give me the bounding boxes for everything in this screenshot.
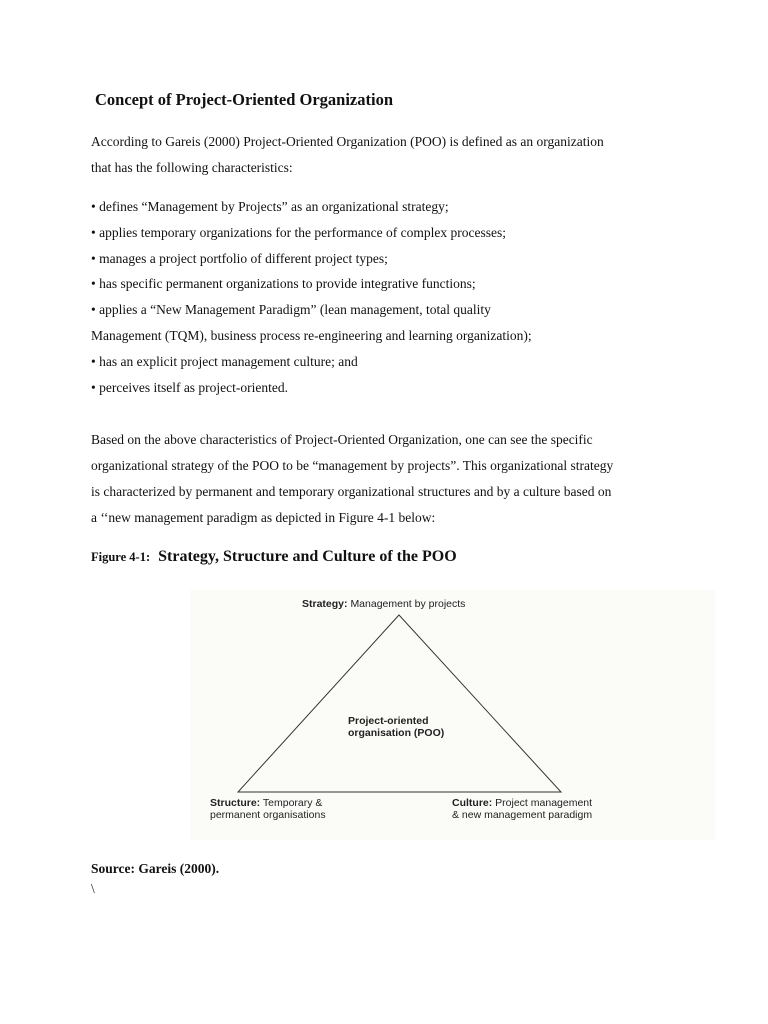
figure-label: Figure 4-1: — [91, 550, 151, 564]
culture-label-text-2: & new management paradigm — [452, 809, 593, 821]
structure-label-text-1: Temporary & — [262, 797, 323, 809]
body-line-4: a ‘‘new management paradigm as depicted in Figure 4-1 below: — [91, 510, 436, 525]
list-item: • manages a project portfolio of different project types; — [91, 250, 388, 266]
characteristics-list — [91, 194, 711, 400]
structure-label-text-2: permanent organisations — [210, 809, 326, 821]
list-item: • has specific permanent organizations to provide integrative functions; — [91, 276, 476, 292]
section-heading: Concept of Project-Oriented Organization — [95, 90, 393, 109]
center-label-line-1: Project-oriented — [348, 715, 429, 727]
list-item: • applies a “New Management Paradigm” (lean management, total quality — [91, 302, 491, 318]
strategy-label-bold: Strategy: — [302, 598, 348, 610]
strategy-label — [302, 598, 465, 610]
trailing-character: \ — [91, 881, 95, 896]
body-line-2: organizational strategy of the POO to be “management by projects”. This organizational strategy — [91, 458, 614, 473]
structure-label — [210, 797, 326, 821]
triangle-shape — [238, 615, 561, 792]
figure-caption — [91, 548, 457, 566]
list-item: • has an explicit project management culture; and — [91, 353, 358, 369]
structure-label-bold: Structure: — [210, 797, 261, 809]
culture-label-text-1: Project management — [495, 797, 593, 809]
body-paragraph — [91, 427, 691, 531]
intro-line-1: According to Gareis (2000) Project-Oriented Organization (POO) is defined as an organization — [91, 134, 604, 149]
culture-label — [452, 797, 592, 821]
body-line-3: is characterized by permanent and temporary organizational structures and by a culture based on — [91, 484, 612, 499]
list-item: • perceives itself as project-oriented. — [91, 379, 289, 395]
culture-label-bold: Culture: — [452, 797, 493, 809]
figure-title: Strategy, Structure and Culture of the POO — [158, 548, 457, 565]
list-item: • defines “Management by Projects” as an organizational strategy; — [91, 199, 449, 214]
center-label-line-2: organisation (POO) — [348, 727, 445, 739]
intro-line-2: that has the following characteristics: — [91, 160, 293, 175]
center-label — [348, 715, 444, 739]
list-item-continuation: Management (TQM), business process re-engineering and learning organization); — [91, 327, 532, 343]
strategy-label-text: Management by projects — [350, 598, 466, 610]
intro-paragraph — [91, 129, 691, 181]
list-item: • applies temporary organizations for the performance of complex processes; — [91, 224, 506, 240]
poo-triangle-diagram — [190, 590, 715, 840]
source-citation: Source: Gareis (2000). — [91, 861, 220, 876]
body-line-1: Based on the above characteristics of Project-Oriented Organization, one can see the specific — [91, 432, 593, 447]
